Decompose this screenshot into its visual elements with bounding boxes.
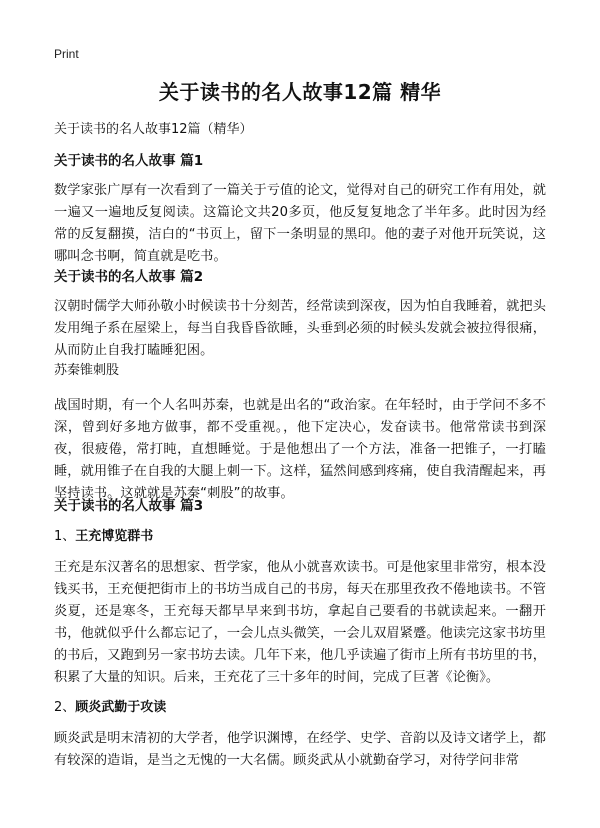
item-2-number: 2、 — [54, 700, 76, 715]
story-subtitle-suqin: 苏秦锥刺股 — [54, 363, 120, 378]
item-1-title: 王充博览群书 — [75, 529, 154, 544]
item-1-heading — [54, 528, 153, 546]
section-2-paragraph: 汉朝时儒学大师孙敬小时候读书十分刻苦，经常读到深夜，因为怕自我睡着，就把头发用绳子系在屋梁上，每当自我昏昏欲睡，头垂到必须的时候头发就会被拉得很痛，从而防止自我打瞌睡犯困。 — [54, 299, 546, 358]
section-2-paragraph-2: 战国时期，有一个人名叫苏秦，也就是出名的“政治家。在年轻时，由于学问不多不深，曾到好多地方做事，都不受重视。，他下定决心，发奋读书。他常常读书到深夜，很疲倦，常打盹，直想睡觉。于是他想出了一个方法，准备一把锥子，一打瞌睡，就用锥子在自我的大腿上刺一下。这样，猛然间感到疼痛，使自我清醒起来，再坚持读书。这就就是苏秦“刺股”的故事。 — [54, 398, 546, 501]
item-2-heading — [54, 699, 166, 717]
section-3-heading: 关于读书的名人故事 篇3 — [54, 498, 204, 514]
document-title: 关于读书的名人故事12篇 精华 — [158, 80, 442, 104]
print-label: Print — [54, 47, 79, 61]
section-2-heading: 关于读书的名人故事 篇2 — [54, 269, 204, 285]
item-2-title: 顾炎武勤于攻读 — [75, 700, 167, 715]
item-2-paragraph: 顾炎武是明末清初的大学者，他学识渊博，在经学、史学、音韵以及诗文诸学上，都有较深的造诣，是当之无愧的一大名儒。顾炎武从小就勤奋学习，对待学问非常 — [54, 731, 546, 768]
section-1-paragraph: 数学家张广厚有一次看到了一篇关于亏值的论文，觉得对自己的研究工作有用处，就一遍又一遍地反复阅读。这篇论文共20多页，他反复复地念了半年多。此时因为经常的反复翻摸，洁白的“书页上，留下一条明显的黑印。他的妻子对他开玩笑说，这哪叫念书啊，简直就是吃书。 — [54, 183, 546, 264]
item-1-paragraph: 王充是东汉著名的思想家、哲学家，他从小就喜欢读书。可是他家里非常穷，根本没钱买书，王充便把街市上的书坊当成自己的书房，每天在那里孜孜不倦地读书。不管炎夏，还是寒冬，王充每天都早早来到书坊，拿起自己要看的书就读起来。一翻开书，他就似乎什么都忘记了，一会儿点头微笑，一会儿双眉紧蹙。他读完这家书坊里的书后，又跑到另一家书坊去读。几年下来，他几乎读遍了街市上所有书坊里的书，积累了大量的知识。后来，王充花了三十多年的时间，完成了巨著《论衡》。 — [54, 560, 546, 685]
section-1-heading: 关于读书的名人故事 篇1 — [54, 153, 204, 169]
document-subtitle: 关于读书的名人故事12篇（精华） — [54, 122, 253, 137]
item-1-number: 1、 — [54, 529, 76, 544]
